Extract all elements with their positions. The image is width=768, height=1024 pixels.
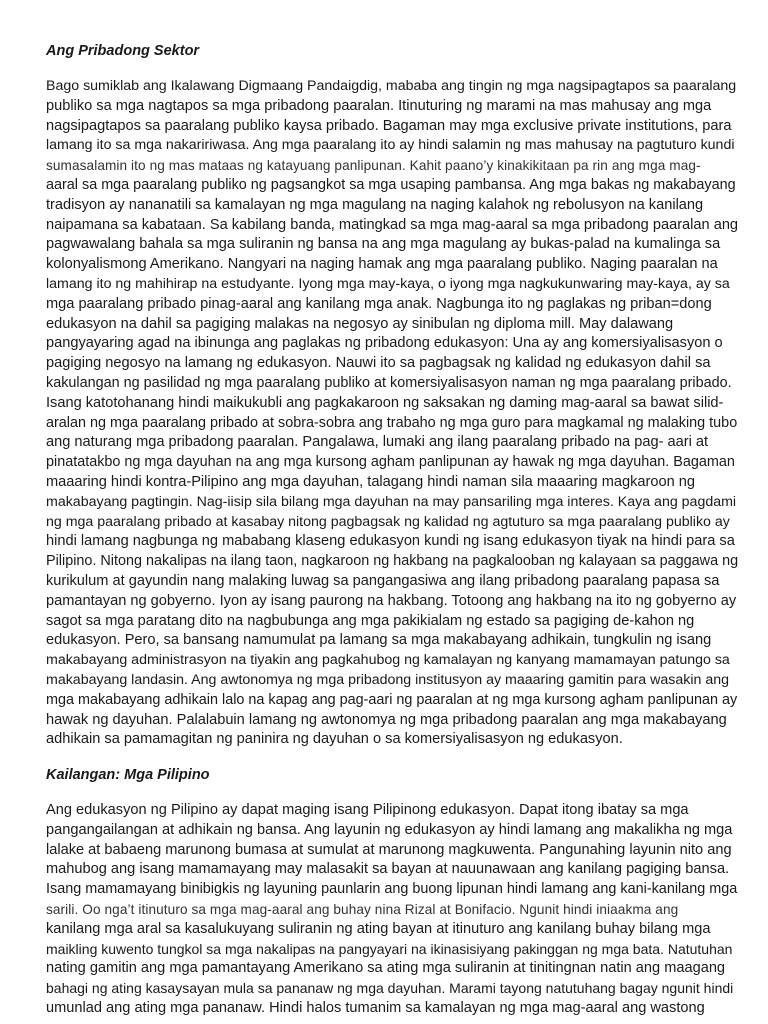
- text-line: aralan ng mga paaralang pribado at sobra-sobra ang trabaho ng mga guro para magkamal ng malaking tubo: [46, 414, 738, 431]
- text-line: Pilipino. Nitong nakalipas na ilang taon, nagkaroon ng hakbang na pagkalooban ng kalayaan sa paggawa ng: [46, 553, 739, 570]
- text-line: makabayang pagtingin. Nag-iisip sila bilang mga dayuhan na may pansariling mga interes. Kaya ang pagdami: [46, 493, 737, 510]
- text-line: maaaring hindi kontra-Pilipino ang mga dayuhan, talagang hindi naman sila maaaring magkaroon ng: [46, 473, 696, 490]
- section-heading: Kailangan: Mga Pilipino: [46, 767, 210, 784]
- text-line: Isang katotohanang hindi maikukubli ang pagkakaroon ng saksakan ng daming mag-aaral sa bawat silid-: [46, 394, 724, 411]
- section-spacer: [46, 750, 728, 766]
- text-line: mga makabayang adhikain lalo na kapag ang pag-aari ng paaralan at ng mga kursong agham panlipunan ay: [46, 691, 738, 708]
- text-line: pangyayaring agad na ibinunga ang paglakas ng pribadong edukasyon: Una ay ang komersiyalisasyon o: [46, 335, 723, 352]
- text-line: edukasyon na dahil sa pagiging malakas na negosyo ay sinibulan ng diploma mill. May dalawang: [46, 315, 674, 332]
- text-line: hawak ng dayuhan. Palalabuin lamang ng awtonomya ng mga pribadong paaralan ang mga makabayang: [46, 711, 727, 728]
- text-line: mga paaralang pribado pinag-aaral ang kanilang mga anak. Nagbunga ito ng paglakas ng priban=dong: [46, 295, 712, 312]
- text-line: publiko sa mga nagtapos sa mga pribadong paaralan. Itinuturing ng marami na mas mahusay ang mga: [46, 97, 712, 114]
- text-line: pinatatakbo ng mga dayuhan na ang mga kursong agham panlipunan ay hawak ng mga dayuhan. Bagaman: [46, 454, 735, 471]
- text-line: lamang ito sa mga nakaririwasa. Ang mga paaralang ito ay hindi salamin ng mas mahusay na pagtuturo kundi: [46, 137, 735, 154]
- text-line: kolonyalismong Amerikano. Nangyari na naging hamak ang mga paaralang publiko. Naging paaralan na: [46, 256, 718, 273]
- text-line: kurikulum at gayundin nang malaking luwag sa pangangasiwa ang ilang pribadong paaralang papasa sa: [46, 572, 720, 589]
- text-line: makabayang landasin. Ang awtonomya ng mga pribadong institusyon ay maaaring gamitin para wasakin ang: [46, 671, 729, 688]
- text-line: kakulangan ng pasilidad ng mga paaralang publiko at komersiyalisasyon naman ng mga paaralang pribado.: [46, 374, 732, 391]
- text-line: tradisyon ay nananatili sa kamalayan ng mga magulang na naging kalahok ng rebolusyon na kanilang: [46, 196, 704, 213]
- text-line: pangangailangan at adhikain ng bansa. Ang layunin ng edukasyon ay hindi lamang ang makalikha ng mga: [46, 821, 733, 838]
- text-line: bahagi ng ating kasaysayan mula sa pananaw ng mga dayuhan. Marami tayong natutuhang bagay ngunit hindi: [46, 980, 734, 997]
- text-line: pagiging negosyo na lamang ng edukasyon. Nauwi ito sa pagbagsak ng kalidad ng edukasyon dahil sa: [46, 355, 711, 372]
- text-line: aaral sa mga paaralang publiko ng pagsangkot sa mga usaping pambansa. Ang mga bakas ng makabayang: [46, 176, 736, 193]
- text-line: ang naturang mga pribadong paaralan. Pangalawa, lumaki ang ilang paaralang pribado na pag- aari at: [46, 434, 709, 451]
- section-kailangan-mga-pilipino: [46, 766, 738, 1019]
- text-line: ng mga paaralang pribado at kasabay nitong pagbagsak ng kalidad ng agtuturo sa mga paaralang publiko ay: [46, 513, 730, 530]
- text-line: makabayang administrasyon na tiyakin ang pagkahubog ng kamalayan ng kanyang mamamayan patungo sa: [46, 652, 730, 669]
- text-line: Isang mamamayang binibigkis ng layuning paunlarin ang buong lipunan hindi lamang ang kani-kanilang mga: [46, 881, 738, 898]
- text-line: edukasyon. Pero, sa bansang namumulat pa lamang sa mga makabayang adhikain, tungkulin ng isang: [46, 632, 712, 649]
- text-line: sumasalamin ito ng mas mataas ng katayuang panlipunan. Kahit paano’y kinakikitaan pa rin ang mga mag-: [46, 158, 701, 174]
- text-line: nating gamitin ang mga pamantayang Amerikano sa ating mga suliranin at tinitingnan natin ang maagang: [46, 960, 726, 977]
- section-heading: Ang Pribadong Sektor: [46, 43, 200, 59]
- text-line: pamantayan ng gobyerno. Iyon ay isang paurong na hakbang. Totoong ang hakbang na ito ng gobyerno ay: [46, 592, 737, 609]
- text-line: sagot sa mga paratang dito na nagbubunga ang mga pakikialam ng estado sa pagiging de-kahon ng: [46, 612, 695, 629]
- paragraph: [46, 801, 738, 1019]
- text-line: maikling kuwento tungkol sa mga nakalipas na pangyayari na ikinasisiyang pakinggan ng mga bata. Natutuhan: [46, 940, 733, 957]
- text-line: mahubog ang isang mamamayang may malasakit sa bayan at nauunawaan ang kanilang pagiging bansa.: [46, 861, 730, 878]
- text-line: Ang edukasyon ng Pilipino ay dapat maging isang Pilipinong edukasyon. Dapat itong ibatay sa mga: [46, 802, 689, 819]
- text-line: lamang ito ng mahihirap na estudyante. Iyong mga may-kaya, o iyong mga nagkukunwaring may-kaya, ay sa: [46, 275, 730, 292]
- text-line: adhikain sa pamamagitan ng paninira ng dayuhan o sa komersiyalisasyon ng edukasyon.: [46, 731, 623, 748]
- text-line: Bago sumiklab ang Ikalawang Digmaang Pandaigdig, mababa ang tingin ng mga nagsipagtapos sa paaralang: [46, 78, 737, 94]
- text-line: pagwawalang bahala sa mga suliranin ng bansa na ang mga magulang ay bukas-palad na kumalinga sa: [46, 236, 721, 253]
- text-line: sarili. Oo nga’t itinuturo sa mga mag-aaral ang buhay nina Rizal at Bonifacio. Ngunit hindi iniaakma ang: [46, 902, 679, 918]
- text-line: nagsipagtapos sa paaralang publiko kaysa pribado. Bagaman may mga exclusive private institutions, para: [46, 117, 732, 134]
- text-line: naipamana sa kabataan. Sa kabilang banda, matingkad sa mga mag-aaral sa mga pribadong paaralan ang: [46, 216, 739, 233]
- section-pribadong-sektor: [46, 42, 739, 750]
- text-line: lalake at babaeng marunong bumasa at sumulat at marunong magkuwenta. Pangunahing layunin nito ang: [46, 841, 732, 858]
- text-line: kanilang mga aral sa kasalukuyang suliranin ng ating bayan at itinuturo ang kanilang buhay bilang mga: [46, 920, 711, 937]
- text-line: hindi lamang nagbunga ng mababang klaseng edukasyon kundi ng isang edukasyon tiyak na hindi para sa: [46, 533, 735, 550]
- paragraph: [46, 77, 739, 750]
- text-line: umunlad ang ating mga pananaw. Hindi halos tumanim sa kamalayan ng mga mag-aaral ang wastong: [46, 1000, 705, 1017]
